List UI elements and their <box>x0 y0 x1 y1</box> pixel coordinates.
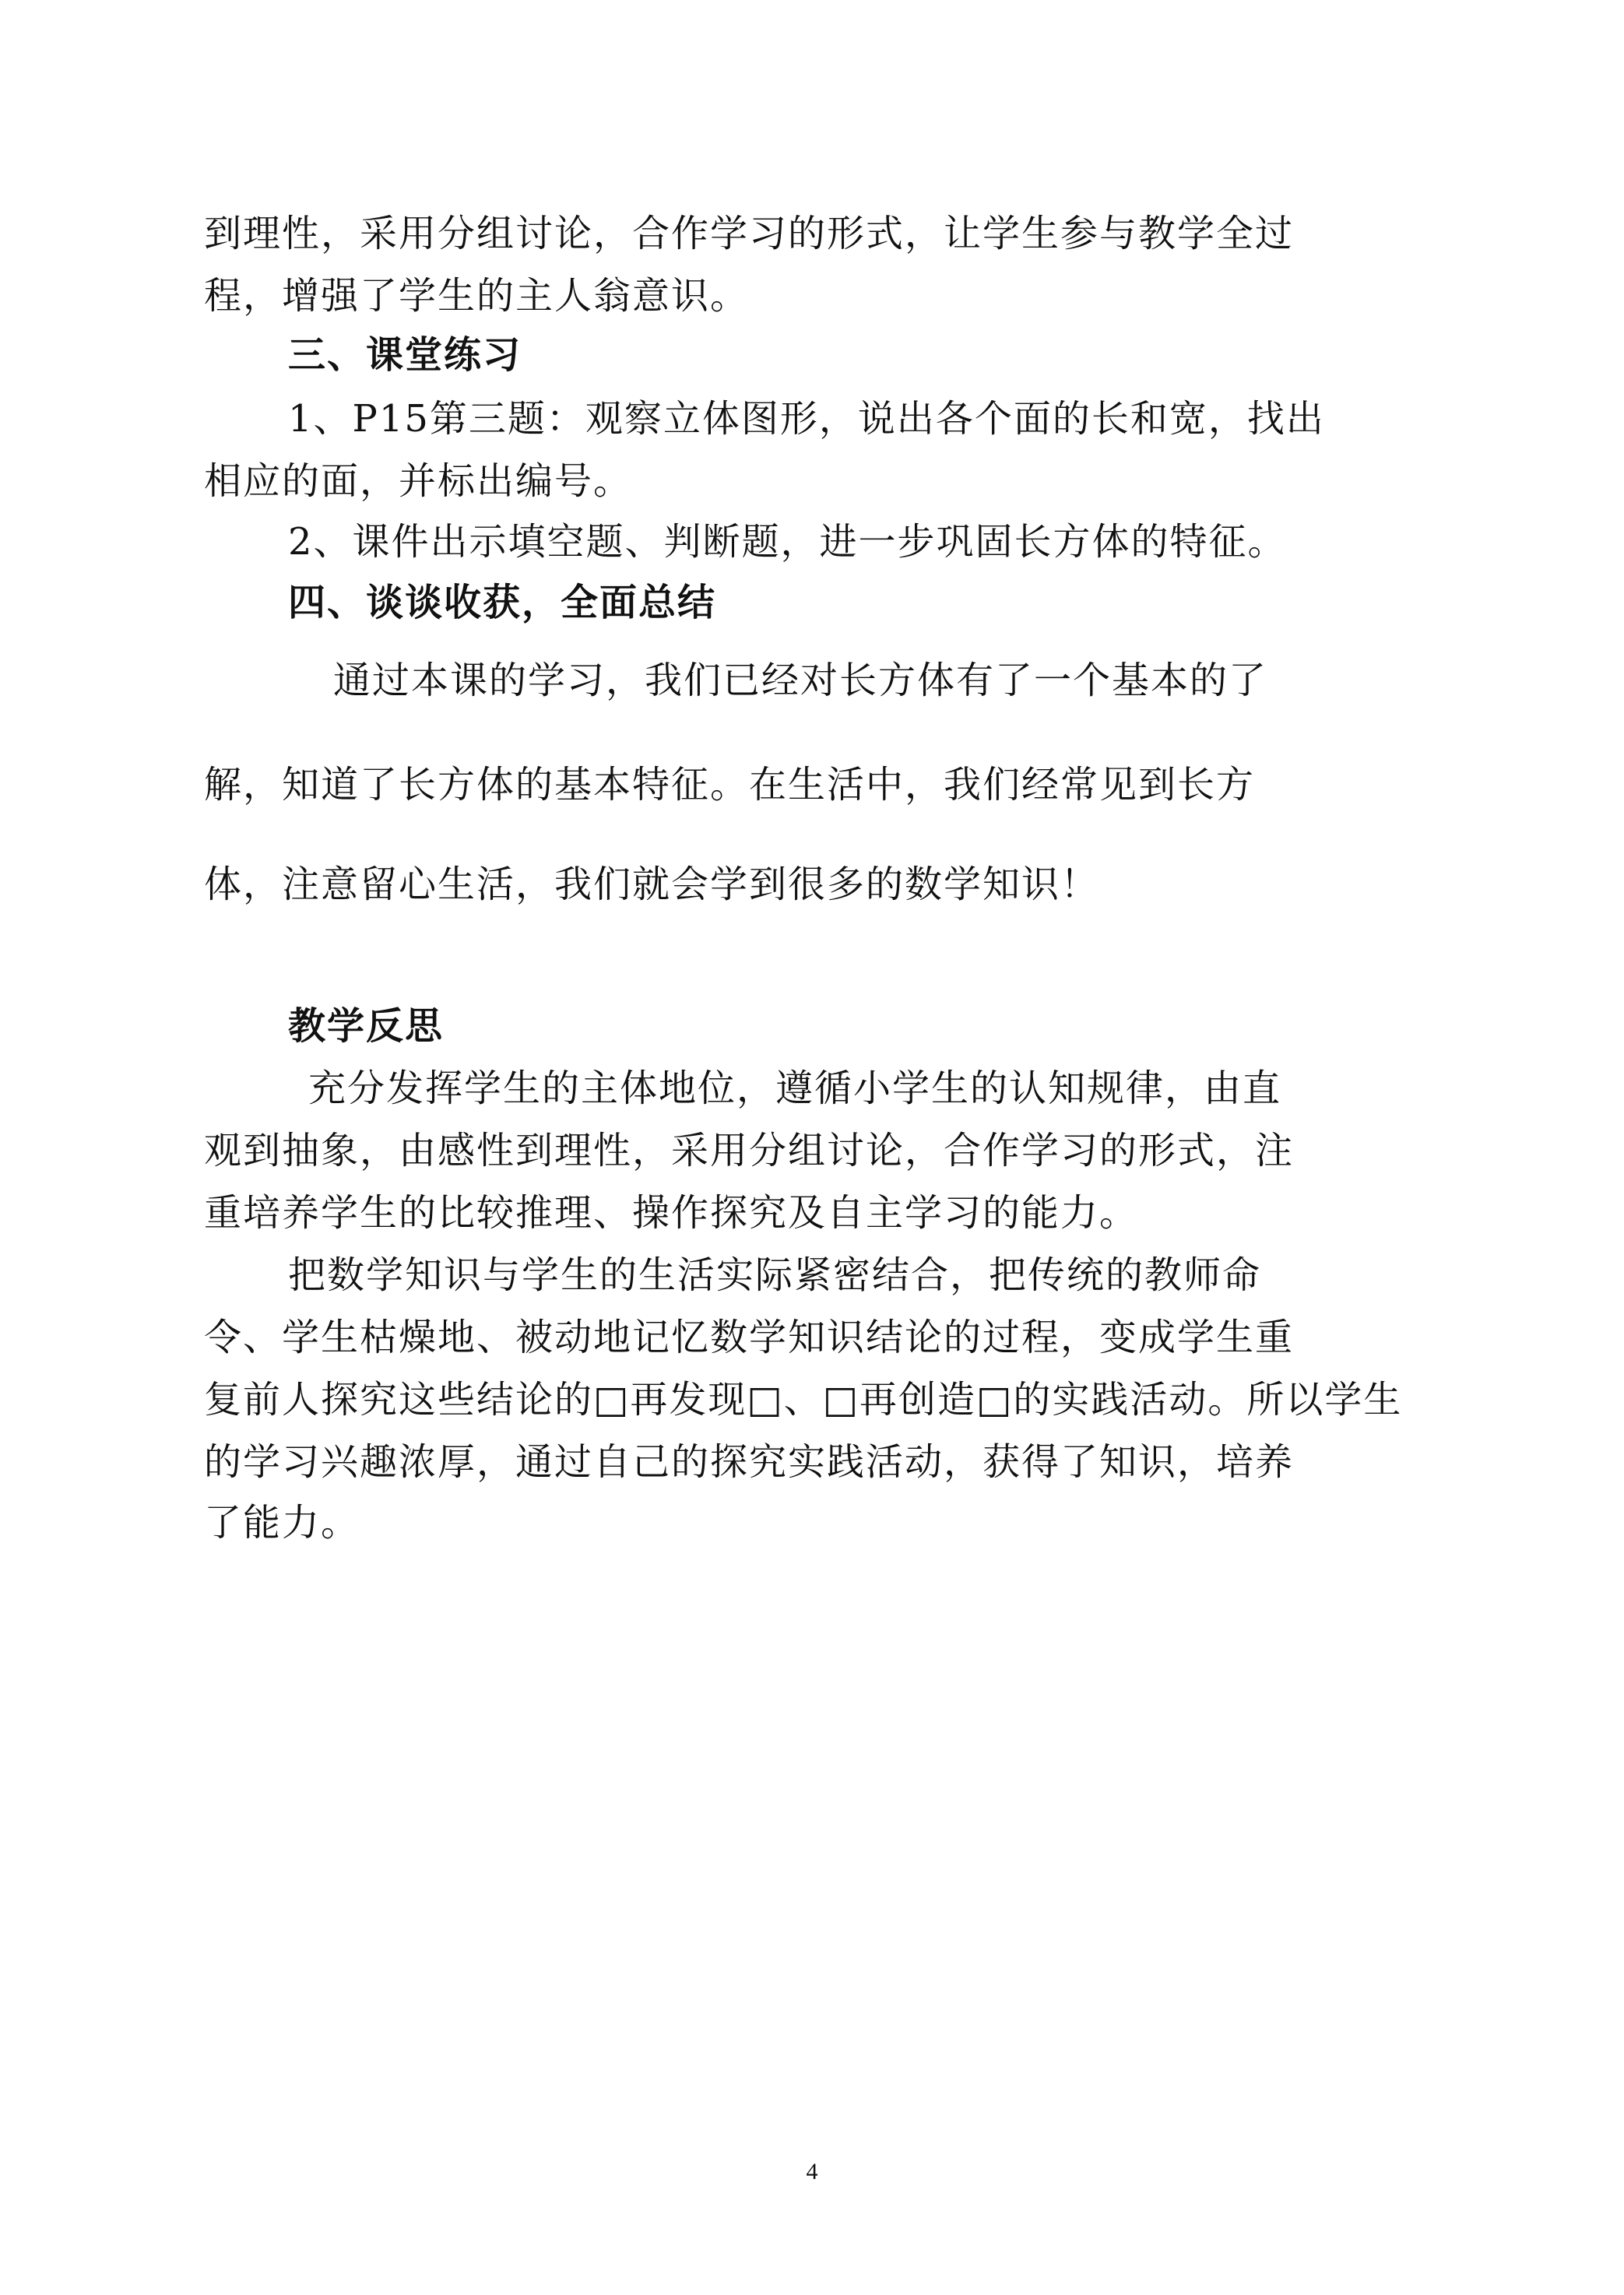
reflection-para2-line-1: 把数学知识与学生的生活实际紧密结合，把传统的教师命 <box>288 1253 1262 1297</box>
intro-line-2: 程，增强了学生的主人翁意识。 <box>204 274 750 318</box>
intro-line-1: 到理性，采用分组讨论，合作学习的形式，让学生参与教学全过 <box>204 212 1295 255</box>
page-number: 4 <box>806 2159 818 2184</box>
section-four-line-2: 解，知道了长方体的基本特征。在生活中，我们经常见到长方 <box>204 763 1256 807</box>
section-three-item1-line-2: 相应的面，并标出编号。 <box>204 459 633 503</box>
reflection-para1-line-1: 充分发挥学生的主体地位，遵循小学生的认知规律，由直 <box>308 1067 1282 1110</box>
reflection-para1-line-3: 重培养学生的比较推理、操作探究及自主学习的能力。 <box>204 1191 1139 1235</box>
reflection-heading: 教学反思 <box>288 1004 445 1048</box>
section-four-heading: 四、谈谈收获，全面总结 <box>288 581 717 624</box>
section-four-line-3: 体，注意留心生活，我们就会学到很多的数学知识！ <box>204 863 1100 906</box>
section-four-line-1: 通过本课的学习，我们已经对长方体有了一个基本的了 <box>333 659 1268 702</box>
reflection-para2-line-3: 复前人探究这些结论的□再发现□、□再创造□的实践活动。所以学生 <box>204 1378 1403 1422</box>
reflection-para2-line-4: 的学习兴趣浓厚，通过自己的探究实践活动，获得了知识，培养 <box>204 1440 1295 1484</box>
reflection-para2-line-5: 了能力。 <box>204 1501 360 1545</box>
section-three-item2: 2、课件出示填空题、判断题，进一步巩固长方体的特征。 <box>288 520 1287 564</box>
reflection-para2-line-2: 令、学生枯燥地、被动地记忆数学知识结论的过程，变成学生重 <box>204 1316 1295 1359</box>
section-three-heading: 三、课堂练习 <box>288 333 522 377</box>
section-three-item1-line-1: 1、P15第三题：观察立体图形，说出各个面的长和宽，找出 <box>288 397 1325 441</box>
reflection-para1-line-2: 观到抽象，由感性到理性，采用分组讨论，合作学习的形式，注 <box>204 1129 1295 1172</box>
